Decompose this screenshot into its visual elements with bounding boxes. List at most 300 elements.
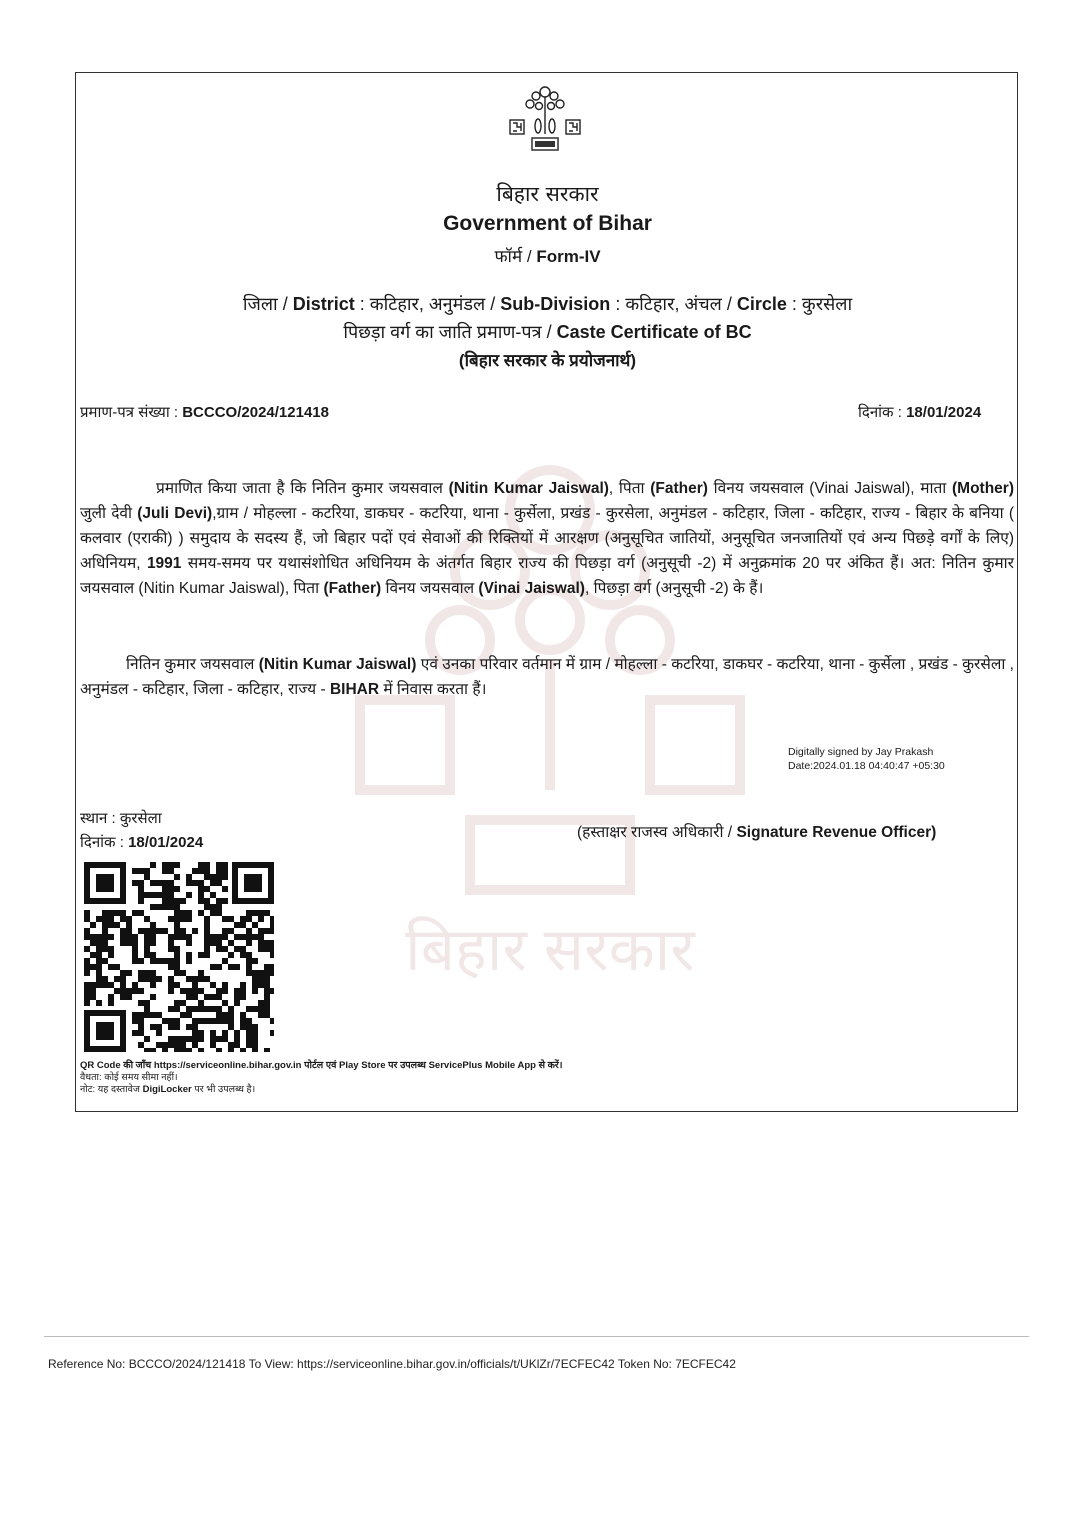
qr-module (168, 1042, 174, 1048)
qr-module (228, 1048, 234, 1052)
qr-module (174, 1006, 180, 1012)
qr-module (174, 910, 180, 916)
qr-module (132, 988, 138, 994)
qr-module (168, 946, 174, 952)
qr-module (252, 922, 258, 928)
text-run: में निवास करता हैं। (379, 681, 487, 698)
footer-divider (44, 1336, 1029, 1337)
qr-module (90, 964, 96, 970)
qr-module (144, 934, 150, 940)
qr-module (156, 976, 162, 982)
qr-module (156, 904, 162, 910)
qr-module (180, 1048, 186, 1052)
qr-module (222, 1030, 228, 1036)
qr-module (150, 904, 156, 910)
qr-module (264, 988, 270, 994)
qr-module (132, 982, 138, 988)
qr-module (108, 946, 114, 952)
qr-module (264, 1006, 270, 1012)
qr-module (240, 982, 246, 988)
qr-module (210, 1042, 216, 1048)
qr-module (144, 916, 150, 922)
qr-module (222, 874, 228, 880)
qr-module (246, 1024, 252, 1030)
qr-module (216, 1048, 222, 1052)
text-run: ,ग्राम / मोहल्ला - कटरिया, डाकघर - कटरिया, थाना - कुर्सेला, प्रखंड - कुरसेला, अनुमंडल - कटिहार, जिला - कटिहार, राज्य - बिहार के बनिया ( कलवार (एराकी) ) समुदाय के सदस्य हैं, जो बिहार पदों एवं सेवाओं की रिक्तियों में आरक्षण (अनुसूचित जातियों, अनुसूचित जनजातियों एवं अन्य पिछड़े वर्गों के लिए) अधिनियम, (80, 505, 1014, 572)
qr-module (186, 892, 192, 898)
qr-verify-line (80, 1060, 562, 1072)
qr-module (126, 994, 132, 1000)
qr-module (168, 940, 174, 946)
qr-module (114, 988, 120, 994)
qr-module (138, 892, 144, 898)
qr-module (222, 934, 228, 940)
text-run: BIHAR (329, 681, 380, 698)
certificate-type (80, 320, 1015, 344)
qr-module (126, 916, 132, 922)
qr-module (186, 1024, 192, 1030)
qr-module (156, 958, 162, 964)
qr-module (252, 970, 258, 976)
qr-module (96, 940, 102, 946)
qr-module (210, 1030, 216, 1036)
hindi-government-title: बिहार सरकार (496, 182, 599, 206)
qr-module (102, 946, 108, 952)
text-run: (Father) (650, 480, 708, 497)
qr-module (126, 940, 132, 946)
qr-module (252, 1042, 258, 1048)
qr-module (162, 958, 168, 964)
qr-module (216, 1006, 222, 1012)
qr-module (222, 1018, 228, 1024)
qr-module (96, 964, 102, 970)
qr-module (222, 1036, 228, 1042)
qr-module (186, 1012, 192, 1018)
qr-module (90, 934, 96, 940)
qr-module (108, 934, 114, 940)
qr-module (198, 892, 204, 898)
issue-date-value: 18/01/2024 (906, 404, 982, 421)
qr-module (198, 1048, 204, 1052)
qr-module (264, 976, 270, 982)
qr-module (270, 940, 274, 946)
qr-module (234, 922, 240, 928)
qr-module (138, 886, 144, 892)
qr-module (150, 922, 156, 928)
qr-module (84, 928, 90, 934)
qr-module (186, 874, 192, 880)
qr-module (150, 1012, 156, 1018)
qr-module (222, 946, 228, 952)
qr-module (126, 922, 132, 928)
qr-module (144, 952, 150, 958)
subdivision-label: Sub-Division (500, 294, 611, 314)
digital-signature-name: Digitally signed by Jay Prakash (788, 746, 934, 758)
qr-module (84, 916, 90, 922)
text-run: से करें। (538, 1060, 563, 1071)
qr-module (192, 868, 198, 874)
qr-module (84, 910, 90, 916)
qr-module (114, 976, 120, 982)
qr-module (198, 1006, 204, 1012)
qr-module (168, 982, 174, 988)
bihar-emblem-icon (505, 82, 585, 154)
text-run: समय-समय पर यथासंशोधित अधिनियम के अंतर्गत बिहार राज्य की पिछड़ा वर्ग (अनुसूची -2) में अनुक्रमांक 20 पर अंकित हैं। अत: नितिन कुमार जयसवाल (Nitin Kumar Jaiswal), पिता (80, 555, 1014, 597)
qr-module (162, 868, 168, 874)
qr-module (180, 928, 186, 934)
qr-module (240, 952, 246, 958)
qr-module (186, 934, 192, 940)
qr-module (186, 1036, 192, 1042)
qr-module (174, 946, 180, 952)
qr-module (252, 988, 258, 994)
qr-module (126, 988, 132, 994)
text-run: पोर्टल एवं (304, 1060, 337, 1071)
qr-module (192, 1042, 198, 1048)
qr-module (120, 982, 126, 988)
qr-module (258, 1006, 264, 1012)
qr-module (258, 946, 264, 952)
qr-module (84, 958, 90, 964)
qr-module (174, 970, 180, 976)
qr-module (198, 910, 204, 916)
qr-module (264, 970, 270, 976)
qr-module (162, 904, 168, 910)
qr-module (210, 874, 216, 880)
qr-module (228, 928, 234, 934)
qr-module (144, 1006, 150, 1012)
qr-module (270, 916, 274, 922)
qr-module (120, 934, 126, 940)
qr-module (132, 1018, 138, 1024)
qr-module (174, 886, 180, 892)
qr-module (216, 862, 222, 868)
qr-module (126, 934, 132, 940)
qr-module (246, 958, 252, 964)
qr-module (150, 940, 156, 946)
qr-module (240, 1048, 246, 1052)
certificate-number-value: BCCCO/2024/121418 (182, 404, 329, 421)
qr-module (180, 988, 186, 994)
qr-module (138, 928, 144, 934)
qr-module (108, 922, 114, 928)
certificate-number-label: प्रमाण-पत्र संख्या : (80, 404, 179, 421)
qr-module (192, 1036, 198, 1042)
qr-module (174, 916, 180, 922)
qr-module (198, 952, 204, 958)
qr-module (210, 934, 216, 940)
qr-module (210, 1018, 216, 1024)
qr-module (258, 928, 264, 934)
qr-module (246, 1006, 252, 1012)
qr-module (258, 940, 264, 946)
qr-module (174, 928, 180, 934)
qr-module (138, 958, 144, 964)
qr-module (180, 916, 186, 922)
qr-module (144, 928, 150, 934)
qr-module (204, 976, 210, 982)
qr-module (204, 862, 210, 868)
qr-module (168, 1018, 174, 1024)
qr-module (204, 874, 210, 880)
qr-module (198, 862, 204, 868)
qr-module (186, 976, 192, 982)
qr-module (258, 976, 264, 982)
certificate-purpose: (बिहार सरकार के प्रयोजनार्थ) (458, 351, 637, 370)
text-run: प्रमाणित किया जाता है कि नितिन कुमार जयसवाल (156, 480, 449, 497)
qr-module (144, 946, 150, 952)
qr-module (246, 916, 252, 922)
qr-module (96, 976, 102, 982)
signature-date-value: 18/01/2024 (128, 834, 204, 851)
qr-module (264, 994, 270, 1000)
qr-module (156, 880, 162, 886)
qr-module (144, 868, 150, 874)
qr-module (174, 922, 180, 928)
officer-signature-hindi: (हस्ताक्षर राजस्व अधिकारी / (577, 824, 733, 841)
qr-module (138, 868, 144, 874)
qr-module (162, 892, 168, 898)
qr-module (90, 940, 96, 946)
qr-module (204, 922, 210, 928)
subdivision-value: : कटिहार, अंचल / (615, 294, 732, 314)
qr-module (132, 952, 138, 958)
qr-module (246, 952, 252, 958)
qr-module (234, 1042, 240, 1048)
qr-module (180, 1042, 186, 1048)
place (80, 808, 162, 828)
qr-module (162, 1018, 168, 1024)
text-run: ServicePlus Mobile App (428, 1060, 536, 1071)
qr-module (90, 982, 96, 988)
qr-module (198, 988, 204, 994)
qr-module (270, 952, 274, 958)
qr-module (198, 1018, 204, 1024)
qr-module (168, 964, 174, 970)
qr-module (258, 916, 264, 922)
qr-module (246, 1030, 252, 1036)
qr-module (222, 1000, 228, 1006)
qr-module (198, 868, 204, 874)
qr-module (216, 874, 222, 880)
qr-module (258, 970, 264, 976)
qr-module (264, 1012, 270, 1018)
qr-module (120, 994, 126, 1000)
qr-module (264, 1048, 270, 1052)
portal-link[interactable]: https://serviceonline.bihar.gov.in (153, 1060, 302, 1071)
qr-module (150, 1048, 156, 1052)
qr-module (216, 898, 222, 904)
qr-module (264, 928, 270, 934)
text-run: एवं उनका परिवार वर्तमान में ग्राम / मोहल्ला - कटरिया, डाकघर - कटरिया, थाना - कुर्सेला , प्रखंड - कुरसेला , अनुमंडल - कटिहार, जिला - कटिहार, राज्य - (80, 656, 1014, 698)
qr-module (132, 910, 138, 916)
qr-module (264, 982, 270, 988)
qr-module (168, 868, 174, 874)
qr-module (228, 1024, 234, 1030)
text-run: (Juli Devi) (137, 505, 213, 522)
qr-module (192, 1018, 198, 1024)
qr-module (210, 1036, 216, 1042)
qr-module (126, 928, 132, 934)
text-run: 1991 (146, 555, 182, 572)
qr-module (138, 880, 144, 886)
certificate-body-paragraph-2 (80, 652, 1014, 702)
qr-module (90, 988, 96, 994)
qr-module (234, 1036, 240, 1042)
qr-module (150, 952, 156, 958)
qr-module (168, 976, 174, 982)
qr-module (192, 1024, 198, 1030)
qr-module (138, 1000, 144, 1006)
qr-module (84, 970, 90, 976)
qr-module (102, 928, 108, 934)
qr-module (192, 988, 198, 994)
qr-module (264, 910, 270, 916)
qr-module (150, 958, 156, 964)
qr-module (270, 964, 274, 970)
qr-module (222, 928, 228, 934)
qr-module (150, 970, 156, 976)
qr-module (216, 1018, 222, 1024)
qr-module (198, 976, 204, 982)
qr-module (234, 964, 240, 970)
qr-module (168, 886, 174, 892)
reference-line: Reference No: BCCCO/2024/121418 To View: https://serviceonline.bihar.gov.in/officials/t/UKlZr/7ECFEC42 Token No: 7ECFEC42 (48, 1357, 736, 1371)
qr-module (138, 1030, 144, 1036)
qr-module (228, 1042, 234, 1048)
form-line (80, 244, 1015, 267)
text-run: (Nitin Kumar Jaiswal) (258, 656, 417, 673)
qr-module (228, 964, 234, 970)
qr-module (246, 964, 252, 970)
qr-module (210, 892, 216, 898)
qr-module (96, 952, 102, 958)
qr-module (96, 982, 102, 988)
qr-module (108, 982, 114, 988)
qr-module (150, 892, 156, 898)
qr-module (108, 1000, 114, 1006)
qr-module (204, 928, 210, 934)
qr-module (180, 970, 186, 976)
qr-module (156, 1024, 162, 1030)
qr-module (162, 862, 168, 868)
qr-module (252, 1030, 258, 1036)
qr-module (138, 1012, 144, 1018)
qr-module (120, 970, 126, 976)
qr-module (132, 868, 138, 874)
qr-code (84, 862, 274, 1052)
qr-module (120, 928, 126, 934)
text-run: QR Code की जाँच (80, 1060, 152, 1071)
district-hindi: जिला / (242, 294, 288, 314)
qr-module (162, 1042, 168, 1048)
qr-module (228, 1012, 234, 1018)
qr-module (204, 934, 210, 940)
qr-module (96, 970, 102, 976)
text-run: , पिता (608, 480, 651, 497)
qr-module (252, 958, 258, 964)
qr-module (228, 916, 234, 922)
qr-module (204, 994, 210, 1000)
qr-module (114, 964, 120, 970)
qr-module (132, 940, 138, 946)
qr-module (186, 880, 192, 886)
qr-module (222, 916, 228, 922)
qr-module (216, 868, 222, 874)
qr-module (192, 994, 198, 1000)
qr-module (102, 916, 108, 922)
government-title: Government of Bihar (443, 212, 652, 235)
qr-module (186, 940, 192, 946)
officer-signature (577, 820, 936, 842)
qr-module (228, 940, 234, 946)
qr-module (228, 1006, 234, 1012)
qr-module (138, 1024, 144, 1030)
qr-module (102, 934, 108, 940)
certificate-type-hindi: पिछड़ा वर्ग का जाति प्रमाण-पत्र / (343, 322, 552, 342)
text-run: (Vinai Jaiswal) (478, 580, 585, 597)
qr-module (180, 934, 186, 940)
qr-module (84, 946, 90, 952)
qr-module (198, 880, 204, 886)
qr-module (270, 988, 274, 994)
qr-instructions (80, 1060, 562, 1096)
qr-module (240, 934, 246, 940)
qr-module (174, 904, 180, 910)
form-number: Form-IV (536, 247, 601, 266)
qr-module (228, 1018, 234, 1024)
qr-module (84, 934, 90, 940)
qr-module (132, 934, 138, 940)
digital-signature (788, 745, 945, 773)
district-value: : कटिहार, अनुमंडल / (359, 294, 496, 314)
certificate-type-english: Caste Certificate of BC (556, 322, 752, 342)
qr-module (156, 1042, 162, 1048)
qr-module (132, 1030, 138, 1036)
qr-module (108, 994, 114, 1000)
qr-module (102, 982, 108, 988)
qr-module (168, 934, 174, 940)
validity-line: वैधता: कोई समय सीमा नहीं। (80, 1072, 178, 1083)
watermark-caption: बिहार सरकार (405, 916, 695, 983)
qr-module (144, 892, 150, 898)
qr-module (168, 898, 174, 904)
qr-module (216, 1012, 222, 1018)
qr-module (108, 952, 114, 958)
qr-module (210, 880, 216, 886)
qr-module (96, 934, 102, 940)
qr-module (102, 922, 108, 928)
qr-module (198, 1030, 204, 1036)
qr-module (210, 994, 216, 1000)
text-run: जुली देवी (80, 505, 138, 522)
qr-module (216, 910, 222, 916)
qr-module (192, 976, 198, 982)
qr-module (156, 1012, 162, 1018)
qr-module (270, 922, 274, 928)
qr-module (102, 910, 108, 916)
qr-module (174, 982, 180, 988)
qr-module (120, 976, 126, 982)
qr-module (228, 952, 234, 958)
qr-module (252, 1024, 258, 1030)
qr-module (240, 1018, 246, 1024)
qr-module (132, 1012, 138, 1018)
qr-module (204, 940, 210, 946)
qr-module (246, 928, 252, 934)
qr-module (96, 1000, 102, 1006)
qr-module (138, 1042, 144, 1048)
